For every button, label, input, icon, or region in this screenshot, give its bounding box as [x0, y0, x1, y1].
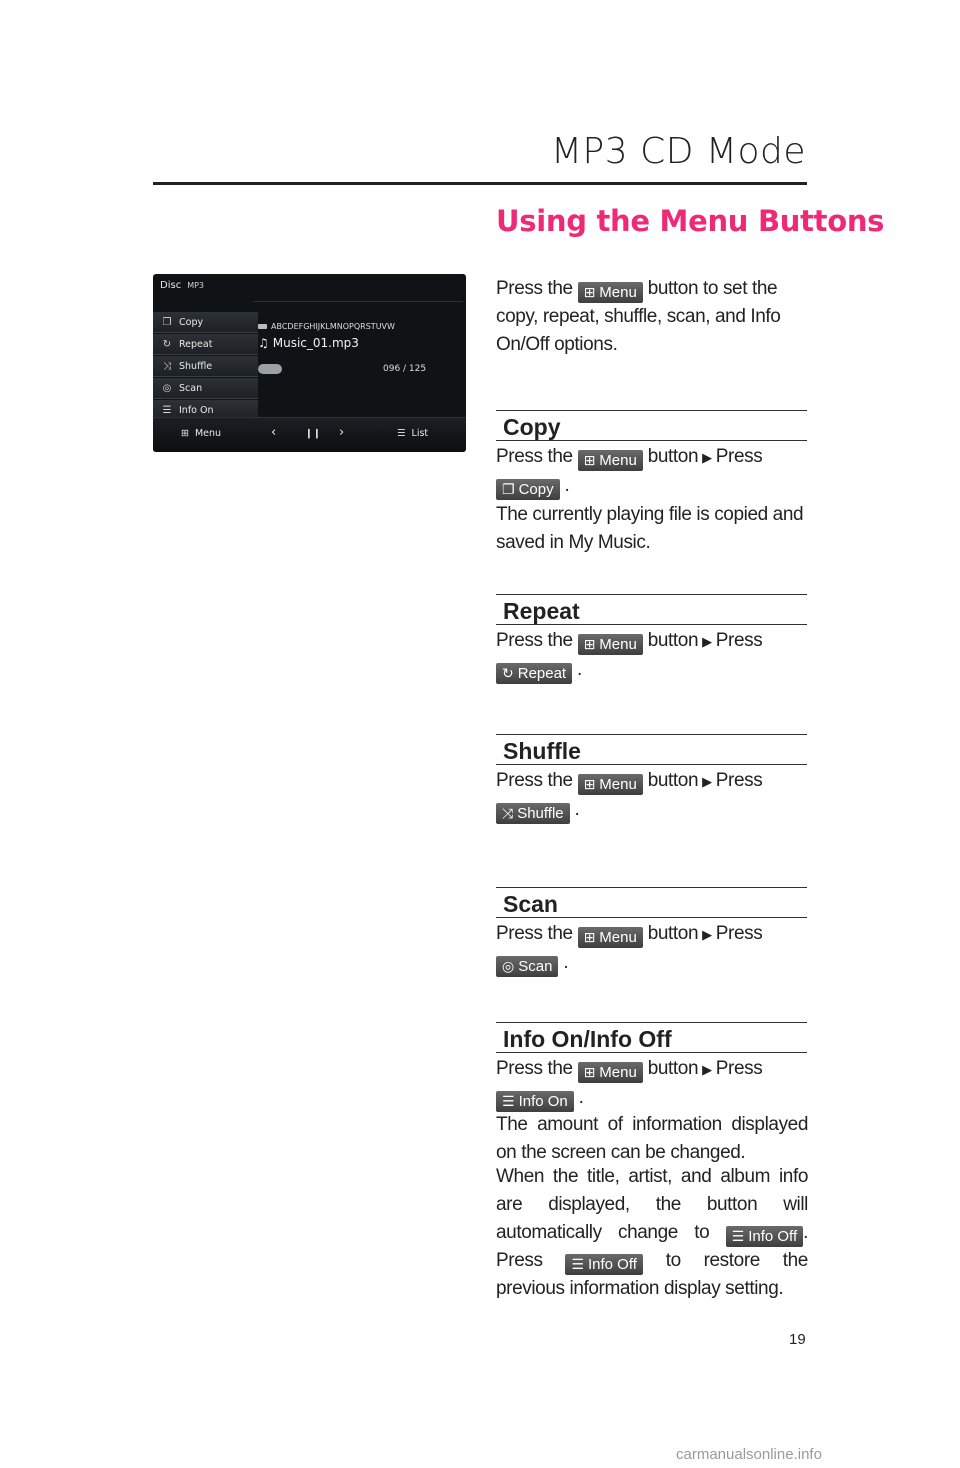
- info-title: Info On/Info Off: [503, 1026, 672, 1052]
- screen-mode-label: MP3: [187, 281, 205, 290]
- copy-rule-top: [496, 410, 807, 411]
- screen-list-button[interactable]: ☰ List: [397, 428, 429, 439]
- screen-bottom-bar: [153, 417, 466, 452]
- page-title: MP3 CD Mode: [550, 131, 806, 172]
- screen-topbar: [160, 280, 204, 291]
- scan-rule-bottom: [496, 917, 807, 918]
- arrow-right-icon: ▶: [702, 634, 712, 649]
- menu-icon: ⊞: [583, 452, 596, 468]
- arrow-right-icon: ▶: [702, 774, 712, 789]
- info-off-button[interactable]: ☰ Info Off: [726, 1226, 803, 1247]
- shuffle-title: Shuffle: [503, 738, 581, 764]
- arrow-right-icon: ▶: [702, 927, 712, 942]
- info-off-button[interactable]: ☰ Info Off: [565, 1254, 642, 1275]
- copy-icon: ❐: [502, 481, 515, 497]
- info-icon: ☰: [502, 1093, 515, 1109]
- copy-description: The currently playing file is copied and saved in My Music.: [496, 504, 804, 553]
- menu-button[interactable]: ⊞ Menu: [578, 1062, 643, 1083]
- screen-track-counter: 096 / 125: [383, 364, 427, 374]
- copy-title: Copy: [503, 414, 561, 440]
- shuffle-rule-bottom: [496, 764, 807, 765]
- watermark: carmanualsonline.info: [676, 1446, 822, 1463]
- screen-menu-copy[interactable]: ❐ Copy: [153, 312, 258, 333]
- menu-icon: ⊞: [583, 929, 596, 945]
- screen-menu-scan[interactable]: ◎ Scan: [153, 378, 258, 399]
- shuffle-instruction: Press the ⊞ Menu button ▶ Press ⤨ Shuffle .: [496, 770, 763, 822]
- disc-icon: [258, 324, 267, 329]
- pause-icon[interactable]: ❙❙: [305, 428, 321, 439]
- prev-icon[interactable]: ‹: [271, 425, 277, 440]
- menu-button[interactable]: ⊞ Menu: [578, 450, 643, 471]
- info-rule-top: [496, 1022, 807, 1023]
- screen-menu-info[interactable]: ☰ Info On: [153, 400, 258, 421]
- repeat-button[interactable]: ↻ Repeat: [496, 663, 572, 684]
- screen-track-info: ABCDEFGHIJKLMNOPQRSTUVW: [258, 322, 395, 331]
- scan-instruction: Press the ⊞ Menu button ▶ Press ◎ Scan .: [496, 923, 763, 975]
- copy-rule-bottom: [496, 440, 807, 441]
- repeat-rule-top: [496, 594, 807, 595]
- intro-paragraph: Press the ⊞ Menu button to set the copy, repeat, shuffle, scan, and Info On/Off options.: [496, 278, 781, 355]
- screen-menu-shuffle[interactable]: ⤨ Shuffle: [153, 356, 258, 377]
- screen-menu-repeat[interactable]: ↻ Repeat: [153, 334, 258, 355]
- shuffle-icon: ⤨: [502, 805, 514, 821]
- page-number: 19: [789, 1331, 806, 1348]
- next-icon[interactable]: ›: [339, 425, 345, 440]
- shuffle-rule-top: [496, 734, 807, 735]
- music-note-icon: ♫: [258, 336, 269, 350]
- menu-button[interactable]: ⊞ Menu: [578, 634, 643, 655]
- screen-song: ♫ Music_01.mp3: [258, 336, 359, 350]
- menu-icon: ⊞: [583, 636, 596, 652]
- menu-icon: ⊞: [583, 776, 596, 792]
- scan-icon: ◎: [162, 382, 172, 394]
- info-description-1: The amount of information displayed on the screen can be changed.: [496, 1114, 808, 1163]
- arrow-right-icon: ▶: [702, 1062, 712, 1077]
- shuffle-icon: ⤨: [163, 360, 171, 372]
- info-description-2: When the title, artist, and album info are displayed, the button will automatically change to ☰ Info Off . Press ☰ Info Off to restore the previous information display setting.: [496, 1166, 808, 1299]
- screen-divider: [253, 301, 463, 302]
- screen-menu-button[interactable]: ⊞ Menu: [181, 428, 222, 439]
- repeat-title: Repeat: [503, 598, 580, 624]
- copy-icon: ❐: [162, 316, 172, 328]
- scan-title: Scan: [503, 891, 558, 917]
- info-rule-bottom: [496, 1052, 807, 1053]
- menu-icon: ⊞: [583, 284, 596, 300]
- section-heading: Using the Menu Buttons: [496, 204, 885, 238]
- info-icon: ☰: [162, 404, 172, 416]
- menu-button[interactable]: ⊞ Menu: [578, 774, 643, 795]
- menu-button[interactable]: ⊞ Menu: [578, 927, 643, 948]
- info-icon: ☰: [571, 1256, 584, 1272]
- repeat-rule-bottom: [496, 624, 807, 625]
- arrow-right-icon: ▶: [702, 450, 712, 465]
- menu-icon: ⊞: [583, 1064, 596, 1080]
- repeat-icon: ↻: [502, 665, 514, 681]
- menu-icon: ⊞: [181, 428, 189, 439]
- head-unit-screenshot: [153, 274, 466, 452]
- repeat-instruction: Press the ⊞ Menu button ▶ Press ↻ Repeat .: [496, 630, 763, 682]
- header-rule: [153, 182, 807, 185]
- scan-rule-top: [496, 887, 807, 888]
- scan-button[interactable]: ◎ Scan: [496, 956, 558, 977]
- scan-icon: ◎: [502, 958, 515, 974]
- repeat-icon: ↻: [162, 338, 172, 350]
- info-on-button[interactable]: ☰ Info On: [496, 1091, 574, 1112]
- info-instruction: Press the ⊞ Menu button ▶ Press ☰ Info On .: [496, 1058, 763, 1110]
- info-icon: ☰: [731, 1228, 745, 1244]
- list-icon: ☰: [397, 428, 406, 439]
- mode-icon: [258, 364, 282, 374]
- copy-button[interactable]: ❐ Copy: [496, 479, 560, 500]
- screen-menu-list: [153, 312, 258, 422]
- screen-source-label: Disc: [160, 280, 182, 291]
- copy-instruction: Press the ⊞ Menu button ▶ Press ❐ Copy .: [496, 446, 763, 498]
- menu-button[interactable]: ⊞ Menu: [578, 282, 643, 303]
- shuffle-button[interactable]: ⤨ Shuffle: [496, 803, 570, 824]
